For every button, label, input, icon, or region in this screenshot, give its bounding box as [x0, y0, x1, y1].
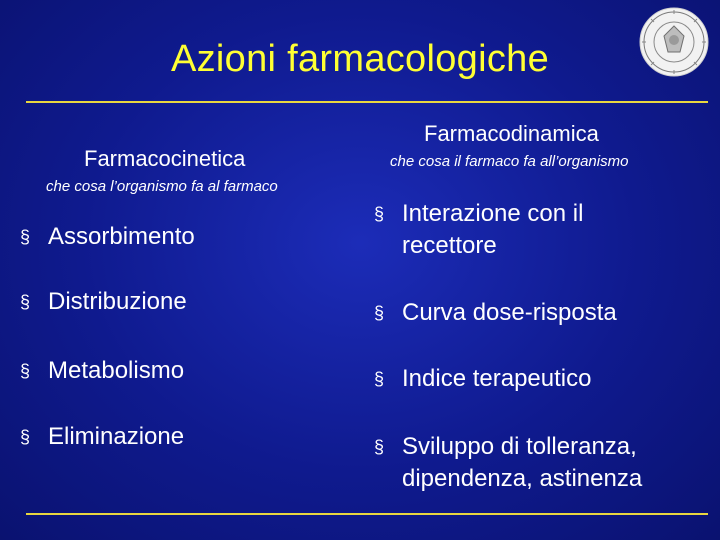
list-item [20, 355, 340, 387]
bullet-icon: § [374, 369, 385, 389]
right-item-label: Interazione con il recettore [402, 200, 584, 259]
right-column-heading: Farmacodinamica [424, 121, 599, 146]
list-item [374, 431, 684, 495]
list-item [374, 297, 694, 329]
left-item-label: Distribuzione [48, 288, 187, 315]
right-item-label: Curva dose-risposta [402, 299, 617, 326]
bullet-icon: § [20, 427, 31, 447]
left-column-heading: Farmacocinetica [84, 146, 246, 171]
bullet-icon: § [20, 292, 31, 312]
left-item-label: Metabolismo [48, 357, 185, 384]
list-item [374, 363, 694, 395]
title-divider [26, 101, 708, 103]
bullet-icon: § [374, 204, 385, 224]
footer-divider [26, 513, 708, 515]
right-item-label: Sviluppo di tolleranza, dipendenza, astinenza [402, 433, 643, 492]
slide-title: Azioni farmacologiche [170, 38, 550, 80]
left-item-label: Eliminazione [48, 423, 185, 450]
list-item [20, 286, 340, 318]
bullet-icon: § [20, 361, 31, 381]
bullet-icon: § [374, 437, 385, 457]
right-column-subheading: che cosa il farmaco fa all’organismo [390, 153, 629, 170]
university-seal-icon [638, 6, 710, 78]
right-item-label: Indice terapeutico [402, 365, 592, 392]
bullet-icon: § [374, 303, 385, 323]
list-item [20, 221, 340, 253]
list-item [20, 421, 340, 453]
list-item [374, 198, 674, 262]
left-column-subheading: che cosa l’organismo fa al farmaco [46, 178, 278, 195]
left-item-label: Assorbimento [48, 223, 195, 250]
bullet-icon: § [20, 227, 31, 247]
